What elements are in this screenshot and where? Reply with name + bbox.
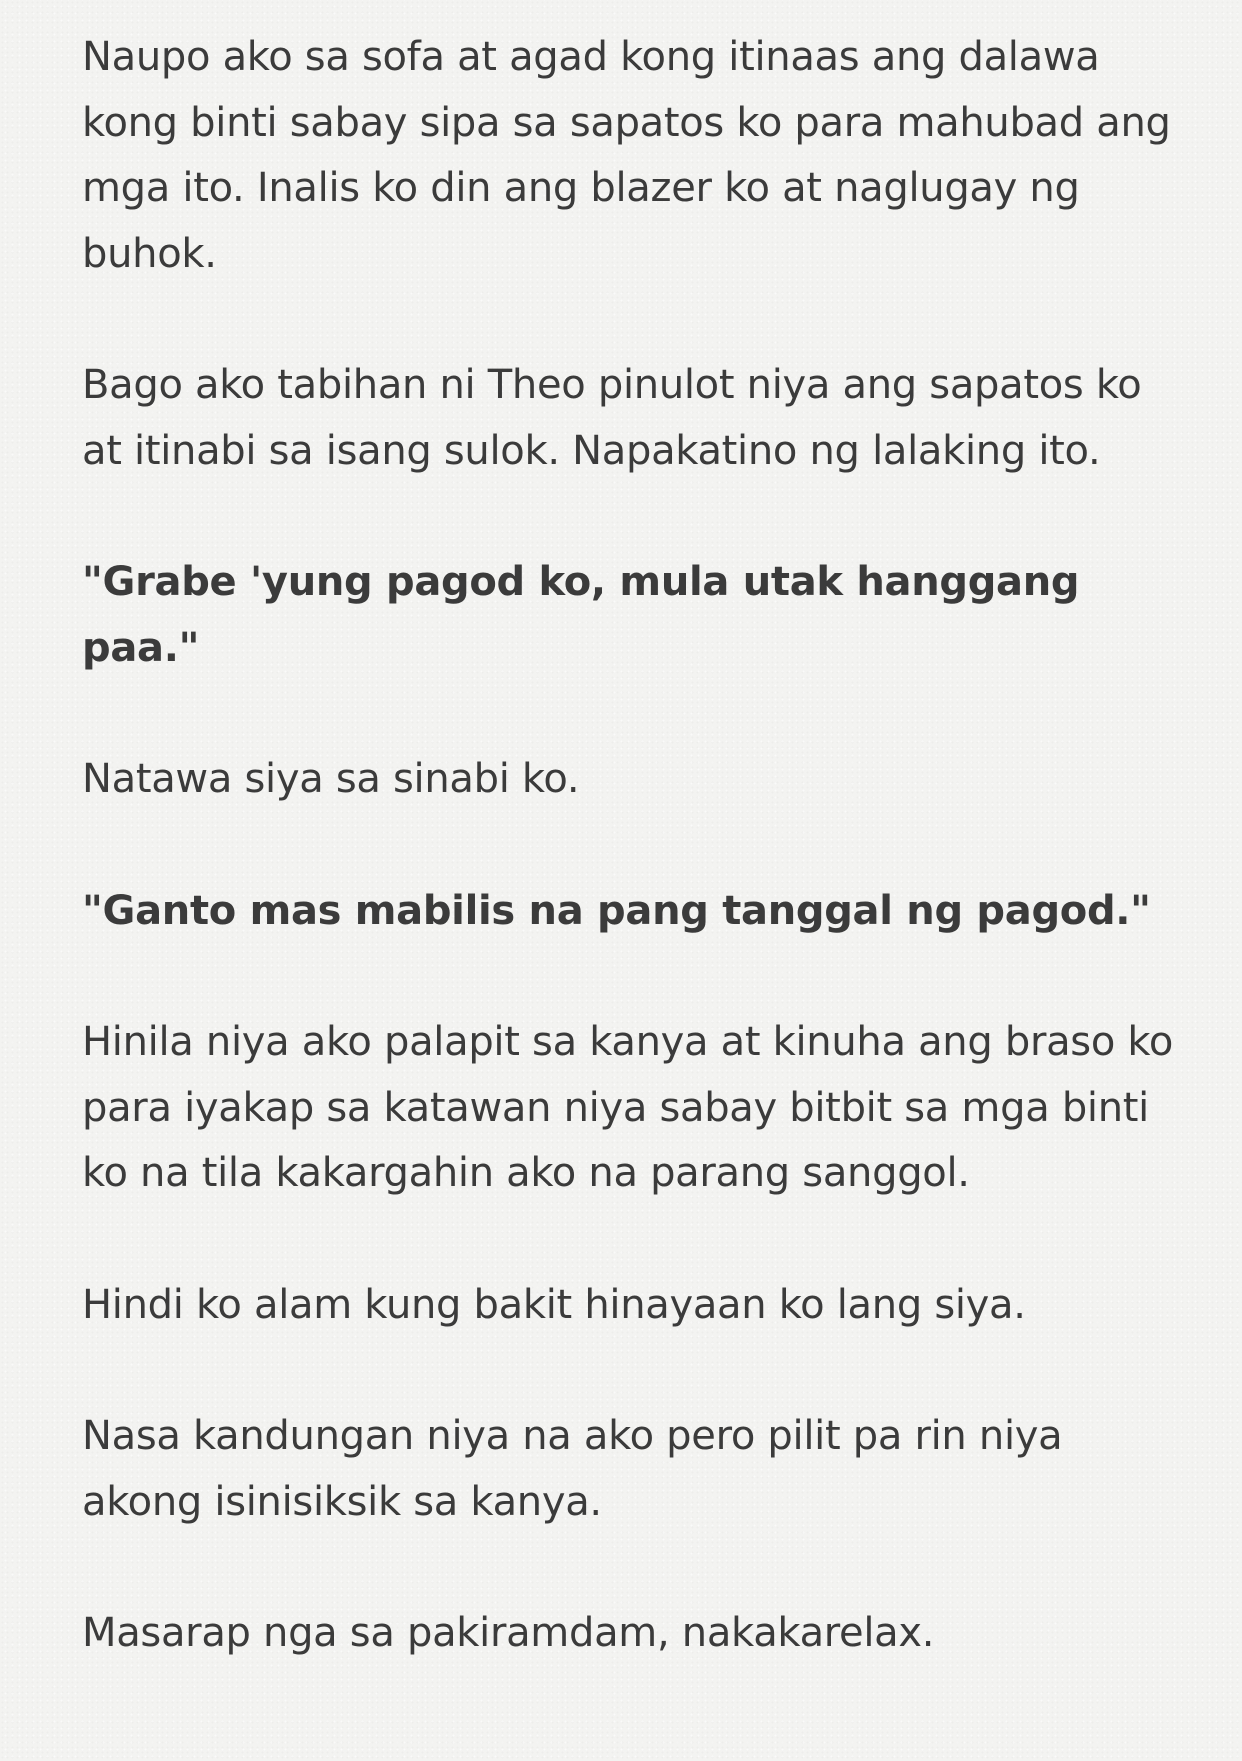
dialogue-1: "Grabe 'yung pagod ko, mula utak hanggang paa." xyxy=(82,559,1080,671)
paragraph-5: Hindi ko alam kung bakit hinayaan ko lang siya. xyxy=(82,1281,1026,1328)
paragraph-4: Hinila niya ako palapit sa kanya at kinuha ang braso ko para iyakap sa katawan niya sabay bitbit sa mga binti ko na tila kakargahin ako na parang sanggol. xyxy=(82,1019,1174,1196)
paragraph-1: Naupo ako sa sofa at agad kong itinaas ang dalawa kong binti sabay sipa sa sapatos ko para mahubad ang mga ito. Inalis ko din ang blazer ko at naglugay ng buhok. xyxy=(82,34,1171,277)
paragraph-7: Masarap nga sa pakiramdam, nakakarelax. xyxy=(82,1610,935,1656)
dialogue-2: "Ganto mas mabilis na pang tanggal ng pagod." xyxy=(82,887,1151,934)
paragraph-6: Nasa kandungan niya na ako pero pilit pa rin niya akong isinisiksik sa kanya. xyxy=(82,1413,1063,1525)
paragraph-2: Bago ako tabihan ni Theo pinulot niya ang sapatos ko at itinabi sa isang sulok. Napakatino ng lalaking ito. xyxy=(82,362,1142,474)
paragraph-3: Natawa siya sa sinabi ko. xyxy=(82,756,580,802)
